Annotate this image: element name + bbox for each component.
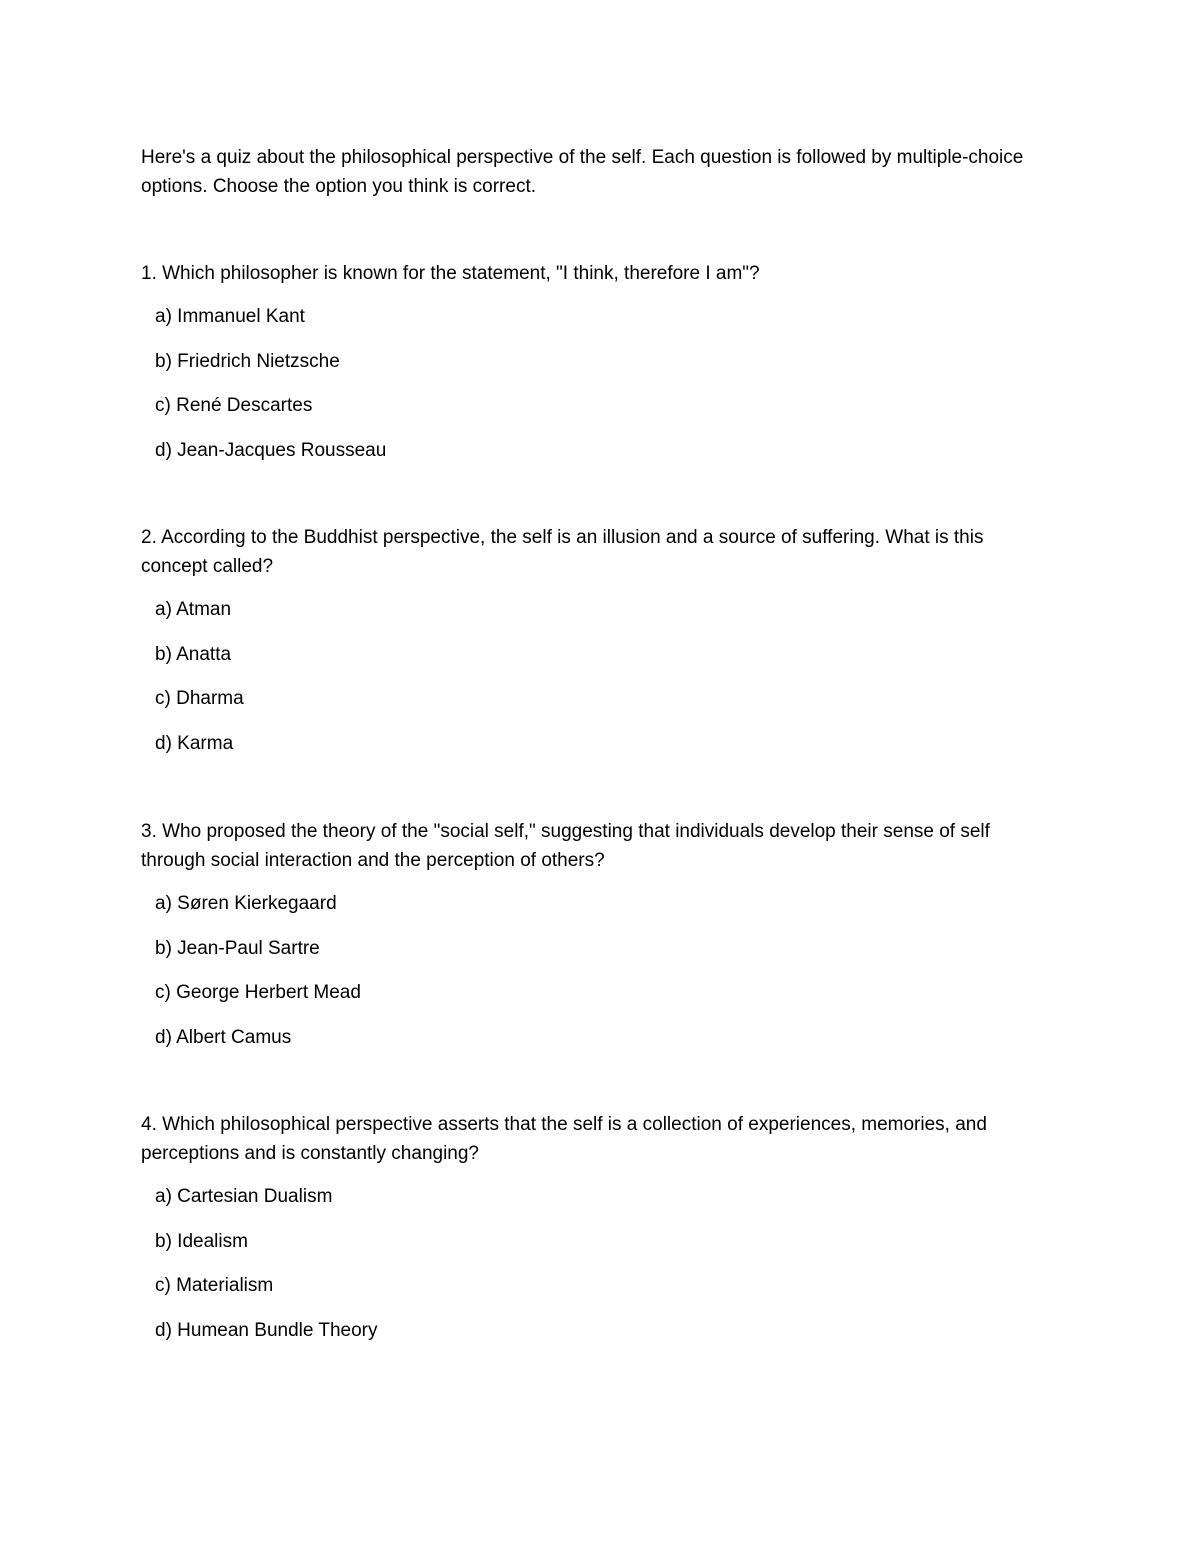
option-a: a) Immanuel Kant bbox=[155, 306, 305, 327]
question-4 bbox=[141, 1110, 1041, 1360]
option-d: d) Karma bbox=[155, 732, 234, 754]
question-text: 3. Who proposed the theory of the "social self," suggesting that individuals develop their sense of self through social interaction and the perception of others? bbox=[141, 821, 990, 871]
option-c: c) René Descartes bbox=[155, 395, 313, 416]
question-1 bbox=[141, 259, 1041, 480]
intro-paragraph: Here's a quiz about the philosophical perspective of the self. Each question is followed by multiple-choice options. Choose the option you think is correct. bbox=[141, 147, 1024, 197]
option-d: d) Humean Bundle Theory bbox=[155, 1319, 378, 1341]
question-2 bbox=[141, 523, 1041, 773]
option-b: b) Friedrich Nietzsche bbox=[155, 350, 340, 372]
option-c: c) Dharma bbox=[155, 688, 244, 709]
question-text: 2. According to the Buddhist perspective, the self is an illusion and a source of suffering. What is this concept called? bbox=[141, 527, 984, 577]
option-c: c) George Herbert Mead bbox=[155, 982, 361, 1003]
option-b: b) Anatta bbox=[155, 643, 232, 665]
option-c: c) Materialism bbox=[155, 1275, 274, 1296]
option-list bbox=[141, 302, 1041, 465]
option-d: d) Jean-Jacques Rousseau bbox=[155, 439, 387, 461]
option-a: a) Cartesian Dualism bbox=[155, 1186, 333, 1207]
option-b: b) Jean-Paul Sartre bbox=[155, 937, 320, 959]
question-text: 4. Which philosophical perspective asserts that the self is a collection of experiences, memories, and perceptions and is constantly changing? bbox=[141, 1114, 987, 1164]
option-list bbox=[141, 595, 1041, 758]
option-a: a) Søren Kierkegaard bbox=[155, 893, 337, 914]
option-list bbox=[141, 889, 1041, 1052]
option-a: a) Atman bbox=[155, 599, 232, 620]
question-3 bbox=[141, 817, 1041, 1067]
option-b: b) Idealism bbox=[155, 1230, 248, 1252]
option-d: d) Albert Camus bbox=[155, 1026, 292, 1048]
option-list bbox=[141, 1182, 1041, 1345]
question-text: 1. Which philosopher is known for the statement, "I think, therefore I am"? bbox=[141, 263, 760, 284]
